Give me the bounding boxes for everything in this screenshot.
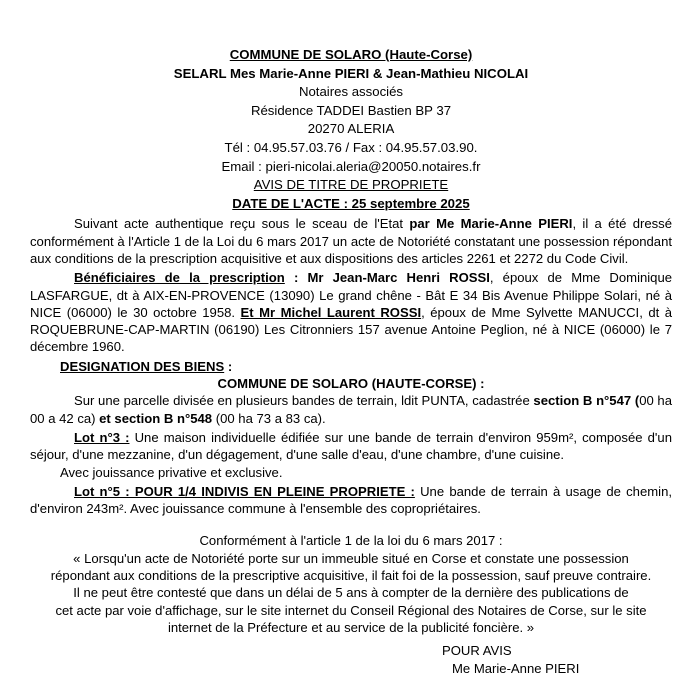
lot-5-text: Une bande de terrain à usage de chemin, d'environ 243m². Avec jouissance commune à l'ensemble des copropriétaires. (30, 483, 672, 517)
closing-line-6: internet de la Préfecture et au service de la publicité foncière. » (167, 619, 535, 635)
signature-block (30, 642, 672, 678)
lot-5-paragraph (30, 483, 672, 518)
closing-line-4: Il ne peut être contesté que dans un délai de 5 ans à compter de la dernière des publications de (73, 585, 629, 601)
firm-postal-city: 20270 ALERIA (307, 121, 395, 137)
commune-title: COMMUNE DE SOLARO (Haute-Corse) (229, 47, 473, 62)
beneficiary-2-name: Et Mr Michel Laurent ROSSI (240, 304, 422, 320)
firm-phone-fax: Tél : 04.95.57.03.76 / Fax : 04.95.57.03.90. (224, 139, 478, 155)
intro-notary-name: par Me Marie-Anne PIERI (409, 216, 573, 232)
beneficiaries-heading-colon: : (284, 270, 308, 286)
firm-address: Résidence TADDEI Bastien BP 37 (250, 102, 452, 118)
intro-paragraph (30, 215, 672, 267)
firm-name: SELARL Mes Marie-Anne PIERI & Jean-Mathieu NICOLAI (173, 65, 529, 81)
letterhead (30, 46, 672, 213)
lot-3-text: Une maison individuelle édifiée sur une bande de terrain d'environ 959m², composée d'un séjour, d'une mezzanine, d'un dégagement, d'une salle d'eau, d'une chambre, d'une cuisine. (30, 429, 672, 463)
parcel-paragraph (30, 392, 672, 427)
parcel-section-547: section B n°547 ( (533, 393, 640, 409)
signature-notary-name: Me Marie-Anne PIERI (452, 661, 580, 677)
closing-line-3: répondant aux conditions de la prescriptive acquisitive, il fait foi de la possession, sauf preuve contraire. (50, 567, 652, 583)
firm-role: Notaires associés (298, 84, 404, 100)
lot-3-label: Lot n°3 : (74, 429, 130, 445)
beneficiary-1-name: Mr Jean-Marc Henri ROSSI (307, 270, 490, 286)
designation-heading-line (30, 358, 672, 375)
lot-3-section (30, 429, 672, 481)
closing-line-1: Conformément à l'article 1 de la loi du 6 mars 2017 : (199, 533, 503, 549)
intro-text-b: , il a été dressé conformément à l'Article 1 de la Loi du 6 mars 2017 un acte de Notoriété constatant une possession répondant aux conditions de la prescription acquisitive et aux dispositions des articles 2261 et 2272 du Code Civil. (30, 216, 672, 266)
beneficiaries-section (30, 269, 672, 355)
closing-line-5: cet acte par voie d'affichage, sur le site internet du Conseil Régional des Notaires de Corse, sur le site (55, 602, 647, 618)
parcel-area-547: 00 ha 00 a 42 ca) (30, 393, 672, 426)
parcel-text: Sur une parcelle divisée en plusieurs bandes de terrain, ldit PUNTA, cadastrée (74, 393, 534, 409)
lot-5-section (30, 483, 672, 518)
notice-title: AVIS DE TITRE DE PROPRIETE (253, 177, 449, 193)
designation-heading: DESIGNATION DES BIENS (60, 358, 225, 374)
lot-3-paragraph (30, 429, 672, 464)
lot-3-note: Avec jouissance privative et exclusive. (60, 464, 283, 480)
act-date: DATE DE L'ACTE : 25 septembre 2025 (232, 195, 470, 211)
designation-commune-line: COMMUNE DE SOLARO (HAUTE-CORSE) : (217, 376, 485, 392)
beneficiaries-paragraph (30, 269, 672, 355)
closing-line-2: « Lorsqu'un acte de Notoriété porte sur un immeuble situé en Corse et constate une possession (73, 550, 629, 566)
beneficiaries-heading: Bénéficiaires de la prescription (74, 270, 285, 286)
section-spacer (30, 517, 672, 532)
lot-5-label: Lot n°5 : POUR 1/4 INDIVIS EN PLEINE PROPRIETE : (74, 483, 415, 499)
intro-section (30, 215, 672, 267)
beneficiary-2-details: , époux de Mme Sylvette MANUCCI, dt à ROQUEBRUNE-CAP-MARTIN (06190) Les Citronniers 157 avenue Antoine Peglion, né à NICE (06000) le 7 décembre 1960. (30, 304, 673, 355)
parcel-section-548: et section B n°548 (95, 410, 213, 426)
designation-heading-colon: : (224, 358, 233, 374)
parcel-area-548: (00 ha 73 a 83 ca). (212, 410, 326, 426)
signature-pour-avis: POUR AVIS (442, 643, 512, 659)
closing-section (30, 532, 672, 636)
firm-email: Email : pieri-nicolai.aleria@20050.notaires.fr (221, 158, 481, 174)
designation-section (30, 358, 672, 427)
beneficiary-1-details: , époux de Mme Dominique LASFARGUE, dt à AIX-EN-PROVENCE (13090) Le grand chêne - Bât E 34 Bis Avenue Philippe Solari, né à NICE (06000) le 30 octobre 1958. (30, 270, 673, 320)
intro-text-a: Suivant acte authentique reçu sous le sceau de l'Etat (74, 216, 410, 232)
